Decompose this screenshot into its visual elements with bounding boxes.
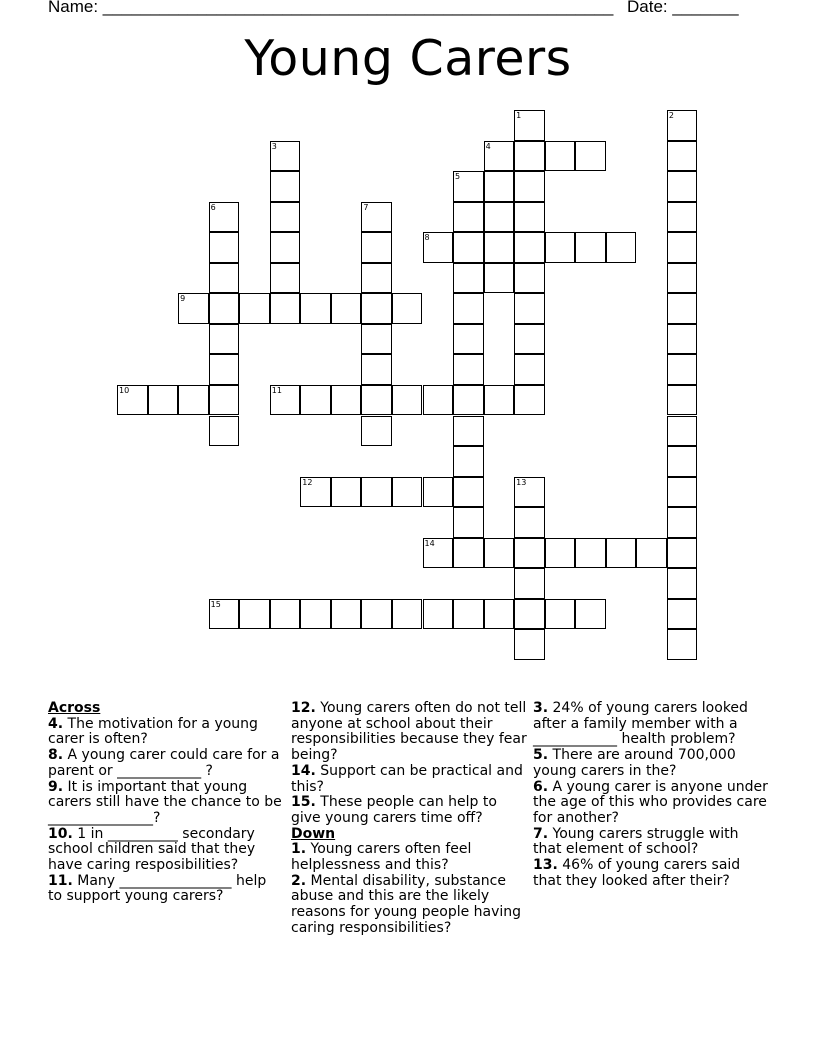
grid-cell[interactable] <box>667 354 698 385</box>
puzzle-title: Young Carers <box>244 30 572 87</box>
grid-cell[interactable] <box>667 293 698 324</box>
grid-cell-7[interactable] <box>361 202 392 233</box>
grid-cell[interactable] <box>453 385 484 416</box>
clue-text: 46% of young carers said that they looked after their? <box>533 857 741 889</box>
grid-cell[interactable] <box>667 507 698 538</box>
grid-cell[interactable] <box>239 293 270 324</box>
date-field[interactable]: Date: _______ <box>627 0 739 16</box>
clue-text: These people can help to give young carers time off? <box>291 794 497 826</box>
grid-cell-3[interactable] <box>270 141 301 172</box>
grid-cell[interactable] <box>514 141 545 172</box>
grid-cell[interactable] <box>361 385 392 416</box>
grid-cell[interactable] <box>331 477 362 508</box>
grid-cell[interactable] <box>575 599 606 630</box>
grid-cell[interactable] <box>514 202 545 233</box>
grid-cell[interactable] <box>453 293 484 324</box>
grid-cell[interactable] <box>453 538 484 569</box>
clue-number-label: 1. <box>291 841 307 858</box>
clue-text: A young carer could care for a parent or ____________ ? <box>48 747 280 779</box>
grid-cell[interactable] <box>361 599 392 630</box>
clue-number-label: 8. <box>48 747 64 764</box>
grid-cell[interactable] <box>453 354 484 385</box>
grid-cell-8[interactable] <box>423 232 454 263</box>
clue-number-label: 14. <box>291 762 316 779</box>
clue-number-label: 15. <box>291 794 316 811</box>
grid-cell[interactable] <box>361 324 392 355</box>
grid-cell[interactable] <box>667 538 698 569</box>
grid-cell[interactable] <box>667 568 698 599</box>
grid-cell[interactable] <box>575 141 606 172</box>
clue-item <box>48 748 284 779</box>
grid-cell[interactable] <box>667 385 698 416</box>
grid-cell[interactable] <box>484 202 515 233</box>
grid-cell[interactable] <box>148 385 179 416</box>
clue-number-label: 6. <box>533 778 549 795</box>
clue-number: 9 <box>180 294 186 304</box>
clue-item <box>48 827 284 874</box>
clue-heading-across: Across <box>48 700 101 716</box>
clue-number: 13 <box>516 477 527 487</box>
grid-cell[interactable] <box>423 599 454 630</box>
grid-cell[interactable] <box>636 538 667 569</box>
grid-cell[interactable] <box>331 599 362 630</box>
grid-cell[interactable] <box>300 599 331 630</box>
grid-cell[interactable] <box>361 416 392 447</box>
grid-cell[interactable] <box>453 232 484 263</box>
grid-cell[interactable] <box>514 171 545 202</box>
clue-number: 14 <box>424 538 435 548</box>
grid-cell[interactable] <box>667 141 698 172</box>
grid-cell[interactable] <box>361 232 392 263</box>
grid-cell[interactable] <box>514 538 545 569</box>
grid-cell[interactable] <box>361 293 392 324</box>
clue-number-label: 3. <box>533 700 549 716</box>
grid-cell[interactable] <box>514 354 545 385</box>
clue-text: Mental disability, substance abuse and this are the likely reasons for young people having caring responsibilities? <box>291 872 522 936</box>
grid-cell[interactable] <box>361 263 392 294</box>
clue-number: 6 <box>210 202 216 212</box>
grid-cell[interactable] <box>514 385 545 416</box>
grid-cell[interactable] <box>453 507 484 538</box>
grid-cell-6[interactable] <box>209 202 240 233</box>
grid-cell[interactable] <box>209 293 240 324</box>
grid-cell[interactable] <box>209 232 240 263</box>
clue-item <box>291 842 527 873</box>
clue-text: Support can be practical and this? <box>291 762 523 795</box>
grid-cell[interactable] <box>575 232 606 263</box>
clue-item <box>533 701 769 748</box>
grid-cell[interactable] <box>453 599 484 630</box>
clue-text: 1 in __________ secondary school children said that they have caring resposibilities? <box>48 825 256 874</box>
grid-cell[interactable] <box>270 293 301 324</box>
clue-text: There are around 700,000 young carers in the? <box>533 747 736 779</box>
grid-cell[interactable] <box>270 202 301 233</box>
clue-number: 12 <box>302 477 313 487</box>
grid-cell-10[interactable] <box>117 385 148 416</box>
grid-cell-9[interactable] <box>178 293 209 324</box>
clue-number: 11 <box>271 385 282 395</box>
clue-item <box>48 780 284 827</box>
clue-column-2 <box>291 701 527 937</box>
grid-cell[interactable] <box>270 171 301 202</box>
clue-number: 10 <box>119 385 130 395</box>
grid-cell[interactable] <box>514 324 545 355</box>
clue-number-label: 7. <box>533 825 549 842</box>
clue-number: 1 <box>516 111 522 120</box>
grid-cell[interactable] <box>514 629 545 660</box>
grid-cell[interactable] <box>606 538 637 569</box>
clue-number: 8 <box>424 233 430 243</box>
clue-number: 2 <box>668 111 674 120</box>
grid-cell[interactable] <box>667 232 698 263</box>
clue-text: Young carers struggle with that element of school? <box>533 825 739 858</box>
clue-number: 15 <box>210 599 221 609</box>
grid-cell-2[interactable] <box>667 110 698 141</box>
clue-text: A young carer is anyone under the age of this who provides care for another? <box>533 778 768 826</box>
clue-item <box>533 827 769 858</box>
grid-cell-1[interactable] <box>514 110 545 141</box>
grid-cell[interactable] <box>423 477 454 508</box>
grid-cell[interactable] <box>300 385 331 416</box>
clue-number: 7 <box>363 202 369 212</box>
clue-item <box>533 780 769 827</box>
grid-cell[interactable] <box>453 446 484 477</box>
grid-cell[interactable] <box>667 629 698 660</box>
grid-cell[interactable] <box>667 202 698 233</box>
grid-cell-15[interactable] <box>209 599 240 630</box>
grid-cell[interactable] <box>484 232 515 263</box>
grid-cell[interactable] <box>209 385 240 416</box>
grid-cell[interactable] <box>545 538 576 569</box>
grid-cell[interactable] <box>514 232 545 263</box>
grid-cell[interactable] <box>270 599 301 630</box>
clue-number-label: 5. <box>533 747 549 764</box>
grid-cell[interactable] <box>361 354 392 385</box>
grid-cell[interactable] <box>606 232 637 263</box>
grid-cell[interactable] <box>270 232 301 263</box>
grid-cell-14[interactable] <box>423 538 454 569</box>
clue-number-label: 9. <box>48 778 64 795</box>
clue-column-1 <box>48 701 284 905</box>
clue-item <box>291 701 527 764</box>
clue-text: Young carers often feel helplessness and this? <box>291 841 472 874</box>
name-field[interactable]: Name: ______________________________________________________ <box>48 0 614 16</box>
clue-item <box>291 795 527 826</box>
grid-cell[interactable] <box>270 263 301 294</box>
grid-cell[interactable] <box>453 263 484 294</box>
clue-number-label: 12. <box>291 700 316 716</box>
grid-cell[interactable] <box>361 477 392 508</box>
grid-cell[interactable] <box>392 385 423 416</box>
grid-cell[interactable] <box>575 538 606 569</box>
grid-cell[interactable] <box>667 599 698 630</box>
clue-item <box>533 748 769 779</box>
grid-cell[interactable] <box>484 385 515 416</box>
grid-cell[interactable] <box>484 171 515 202</box>
grid-cell[interactable] <box>545 232 576 263</box>
grid-cell[interactable] <box>667 416 698 447</box>
clue-item <box>291 764 527 795</box>
clue-number-label: 2. <box>291 872 307 889</box>
clue-item <box>48 874 284 905</box>
grid-cell-11[interactable] <box>270 385 301 416</box>
clue-number: 3 <box>271 141 277 151</box>
clue-item <box>291 874 527 937</box>
grid-cell[interactable] <box>239 599 270 630</box>
grid-cell[interactable] <box>209 354 240 385</box>
grid-cell[interactable] <box>453 477 484 508</box>
clue-text: 24% of young carers looked after a family member with a ____________ health problem? <box>533 700 748 748</box>
grid-cell[interactable] <box>514 263 545 294</box>
grid-cell[interactable] <box>545 141 576 172</box>
clue-number: 4 <box>485 141 491 151</box>
grid-cell[interactable] <box>209 324 240 355</box>
grid-cell[interactable] <box>209 416 240 447</box>
grid-cell[interactable] <box>392 477 423 508</box>
clue-heading-down: Down <box>291 825 336 842</box>
grid-cell[interactable] <box>514 568 545 599</box>
grid-cell[interactable] <box>331 385 362 416</box>
grid-cell-13[interactable] <box>514 477 545 508</box>
grid-cell[interactable] <box>484 599 515 630</box>
grid-cell[interactable] <box>209 263 240 294</box>
clue-number-label: 4. <box>48 715 64 732</box>
grid-cell-4[interactable] <box>484 141 515 172</box>
grid-cell[interactable] <box>453 324 484 355</box>
grid-cell[interactable] <box>331 293 362 324</box>
grid-cell[interactable] <box>484 538 515 569</box>
clue-item <box>533 858 769 889</box>
grid-cell-5[interactable] <box>453 171 484 202</box>
grid-cell[interactable] <box>178 385 209 416</box>
grid-cell[interactable] <box>667 171 698 202</box>
clue-number-label: 10. <box>48 825 73 842</box>
grid-cell[interactable] <box>392 293 423 324</box>
clue-number: 5 <box>455 172 461 182</box>
clue-column-3 <box>533 701 769 889</box>
grid-cell[interactable] <box>514 599 545 630</box>
clue-text: Many ________________ help to support young carers? <box>48 872 267 905</box>
grid-cell[interactable] <box>453 416 484 447</box>
grid-cell[interactable] <box>392 599 423 630</box>
grid-cell[interactable] <box>667 477 698 508</box>
grid-cell[interactable] <box>545 599 576 630</box>
grid-cell[interactable] <box>423 385 454 416</box>
grid-cell[interactable] <box>667 263 698 294</box>
clue-text: The motivation for a young carer is often? <box>48 715 258 748</box>
clue-number-label: 11. <box>48 872 73 889</box>
grid-cell-12[interactable] <box>300 477 331 508</box>
grid-cell[interactable] <box>453 202 484 233</box>
clue-text: Young carers often do not tell anyone at school about their responsibilities because they fear being? <box>291 700 527 764</box>
clue-text: It is important that young carers still have the chance to be _______________? <box>48 778 282 826</box>
grid-cell[interactable] <box>514 507 545 538</box>
grid-cell[interactable] <box>300 293 331 324</box>
grid-cell[interactable] <box>667 446 698 477</box>
grid-cell[interactable] <box>514 293 545 324</box>
clue-item <box>48 717 284 748</box>
clue-number-label: 13. <box>533 857 558 874</box>
grid-cell[interactable] <box>667 324 698 355</box>
grid-cell[interactable] <box>484 263 515 294</box>
